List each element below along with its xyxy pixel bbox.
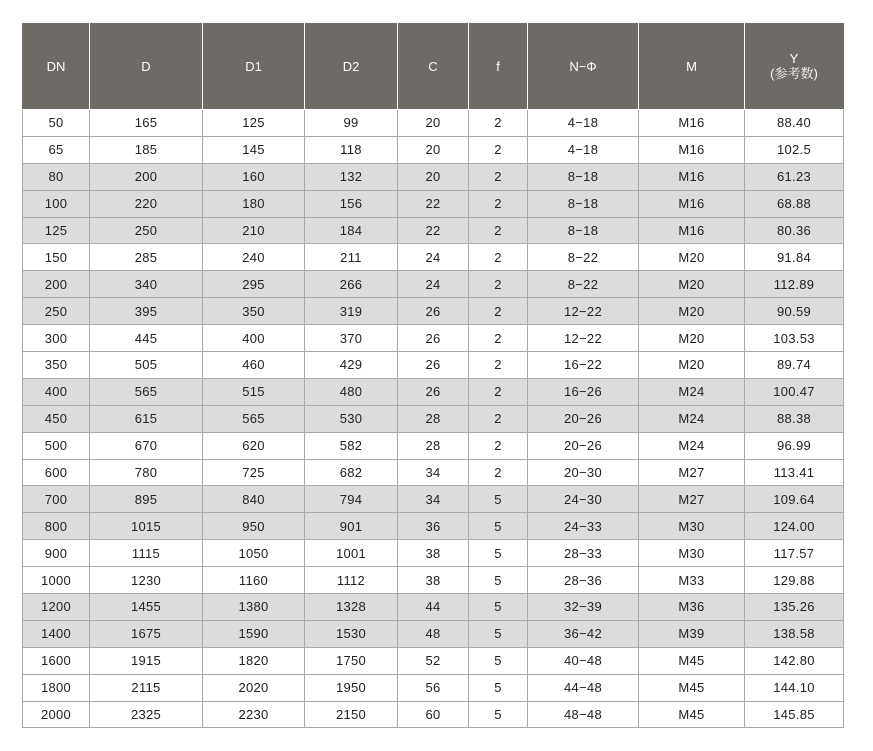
- header-d1: D1: [203, 23, 305, 110]
- table-row: [23, 513, 844, 540]
- cell-f: 2: [469, 432, 528, 459]
- cell-y: 96.99: [745, 432, 844, 459]
- cell-f: 2: [469, 217, 528, 244]
- table-row: [23, 432, 844, 459]
- cell-f: 5: [469, 567, 528, 594]
- cell-m: M20: [639, 298, 745, 325]
- cell-d: 185: [90, 136, 203, 163]
- cell-d2: 1530: [305, 620, 398, 647]
- cell-f: 5: [469, 674, 528, 701]
- cell-m: M27: [639, 459, 745, 486]
- cell-y: 109.64: [745, 486, 844, 513]
- cell-dn: 300: [23, 325, 90, 352]
- cell-c: 20: [398, 136, 469, 163]
- cell-d2: 429: [305, 352, 398, 379]
- cell-d1: 295: [203, 271, 305, 298]
- cell-y: 80.36: [745, 217, 844, 244]
- cell-d2: 901: [305, 513, 398, 540]
- cell-d: 1915: [90, 647, 203, 674]
- cell-m: M16: [639, 163, 745, 190]
- cell-n-phi: 12−22: [528, 325, 639, 352]
- cell-c: 24: [398, 271, 469, 298]
- cell-dn: 150: [23, 244, 90, 271]
- cell-dn: 1800: [23, 674, 90, 701]
- cell-dn: 65: [23, 136, 90, 163]
- cell-d: 670: [90, 432, 203, 459]
- cell-c: 36: [398, 513, 469, 540]
- cell-d1: 400: [203, 325, 305, 352]
- cell-d1: 160: [203, 163, 305, 190]
- cell-d1: 515: [203, 378, 305, 405]
- cell-d: 505: [90, 352, 203, 379]
- header-n-phi: N−Φ: [528, 23, 639, 110]
- cell-d2: 118: [305, 136, 398, 163]
- cell-m: M20: [639, 244, 745, 271]
- cell-c: 22: [398, 217, 469, 244]
- cell-d2: 184: [305, 217, 398, 244]
- cell-c: 34: [398, 459, 469, 486]
- header-m: M: [639, 23, 745, 110]
- cell-d2: 2150: [305, 701, 398, 728]
- cell-m: M27: [639, 486, 745, 513]
- cell-dn: 125: [23, 217, 90, 244]
- cell-n-phi: 28−36: [528, 567, 639, 594]
- cell-c: 22: [398, 190, 469, 217]
- cell-n-phi: 4−18: [528, 110, 639, 137]
- cell-y: 144.10: [745, 674, 844, 701]
- cell-y: 124.00: [745, 513, 844, 540]
- cell-c: 28: [398, 405, 469, 432]
- cell-y: 112.89: [745, 271, 844, 298]
- cell-f: 2: [469, 190, 528, 217]
- cell-dn: 1600: [23, 647, 90, 674]
- cell-d1: 1380: [203, 594, 305, 621]
- cell-m: M16: [639, 190, 745, 217]
- table-row: [23, 674, 844, 701]
- cell-y: 88.40: [745, 110, 844, 137]
- cell-d1: 2230: [203, 701, 305, 728]
- cell-d2: 319: [305, 298, 398, 325]
- cell-n-phi: 20−30: [528, 459, 639, 486]
- cell-d1: 1160: [203, 567, 305, 594]
- header-f: f: [469, 23, 528, 110]
- cell-d1: 1590: [203, 620, 305, 647]
- cell-dn: 600: [23, 459, 90, 486]
- cell-c: 26: [398, 298, 469, 325]
- cell-y: 61.23: [745, 163, 844, 190]
- cell-d1: 725: [203, 459, 305, 486]
- cell-d1: 240: [203, 244, 305, 271]
- cell-d2: 480: [305, 378, 398, 405]
- cell-d: 395: [90, 298, 203, 325]
- flange-dimension-table: [22, 23, 844, 728]
- cell-f: 5: [469, 620, 528, 647]
- table-row: [23, 352, 844, 379]
- cell-f: 5: [469, 594, 528, 621]
- cell-d1: 350: [203, 298, 305, 325]
- table-row: [23, 325, 844, 352]
- cell-c: 20: [398, 110, 469, 137]
- cell-c: 34: [398, 486, 469, 513]
- cell-d: 2115: [90, 674, 203, 701]
- cell-dn: 50: [23, 110, 90, 137]
- cell-d1: 125: [203, 110, 305, 137]
- cell-m: M16: [639, 110, 745, 137]
- cell-n-phi: 8−18: [528, 217, 639, 244]
- table-row: [23, 405, 844, 432]
- cell-d1: 565: [203, 405, 305, 432]
- cell-dn: 1400: [23, 620, 90, 647]
- cell-d: 340: [90, 271, 203, 298]
- cell-dn: 500: [23, 432, 90, 459]
- header-row: [23, 23, 844, 110]
- cell-n-phi: 20−26: [528, 432, 639, 459]
- cell-f: 5: [469, 647, 528, 674]
- cell-f: 2: [469, 163, 528, 190]
- cell-f: 2: [469, 325, 528, 352]
- cell-d: 200: [90, 163, 203, 190]
- cell-c: 56: [398, 674, 469, 701]
- table-row: [23, 136, 844, 163]
- cell-dn: 450: [23, 405, 90, 432]
- table-row: [23, 110, 844, 137]
- cell-m: M24: [639, 378, 745, 405]
- cell-m: M33: [639, 567, 745, 594]
- cell-m: M20: [639, 271, 745, 298]
- cell-y: 113.41: [745, 459, 844, 486]
- cell-d1: 840: [203, 486, 305, 513]
- cell-y: 145.85: [745, 701, 844, 728]
- cell-f: 2: [469, 244, 528, 271]
- cell-d2: 530: [305, 405, 398, 432]
- header-c: C: [398, 23, 469, 110]
- cell-dn: 1200: [23, 594, 90, 621]
- cell-n-phi: 16−26: [528, 378, 639, 405]
- cell-n-phi: 24−33: [528, 513, 639, 540]
- cell-f: 2: [469, 136, 528, 163]
- cell-dn: 100: [23, 190, 90, 217]
- cell-c: 52: [398, 647, 469, 674]
- cell-y: 129.88: [745, 567, 844, 594]
- cell-d1: 460: [203, 352, 305, 379]
- cell-d: 615: [90, 405, 203, 432]
- cell-n-phi: 8−22: [528, 244, 639, 271]
- cell-m: M16: [639, 217, 745, 244]
- cell-n-phi: 44−48: [528, 674, 639, 701]
- table-row: [23, 271, 844, 298]
- cell-y: 68.88: [745, 190, 844, 217]
- cell-dn: 800: [23, 513, 90, 540]
- cell-c: 24: [398, 244, 469, 271]
- cell-c: 48: [398, 620, 469, 647]
- cell-n-phi: 36−42: [528, 620, 639, 647]
- cell-m: M24: [639, 405, 745, 432]
- cell-d2: 1001: [305, 540, 398, 567]
- cell-y: 91.84: [745, 244, 844, 271]
- table-row: [23, 163, 844, 190]
- cell-m: M45: [639, 701, 745, 728]
- cell-d1: 1050: [203, 540, 305, 567]
- table-row: [23, 459, 844, 486]
- cell-dn: 900: [23, 540, 90, 567]
- cell-m: M45: [639, 674, 745, 701]
- cell-dn: 700: [23, 486, 90, 513]
- header-y-note: (参考数): [770, 66, 818, 81]
- cell-c: 20: [398, 163, 469, 190]
- header-y-symbol: Y: [789, 51, 799, 66]
- cell-c: 26: [398, 378, 469, 405]
- cell-n-phi: 12−22: [528, 298, 639, 325]
- cell-f: 2: [469, 298, 528, 325]
- cell-d: 250: [90, 217, 203, 244]
- cell-n-phi: 20−26: [528, 405, 639, 432]
- cell-n-phi: 40−48: [528, 647, 639, 674]
- cell-m: M24: [639, 432, 745, 459]
- cell-dn: 2000: [23, 701, 90, 728]
- cell-d2: 156: [305, 190, 398, 217]
- cell-d1: 950: [203, 513, 305, 540]
- cell-d2: 1950: [305, 674, 398, 701]
- table-row: [23, 567, 844, 594]
- cell-d2: 370: [305, 325, 398, 352]
- cell-y: 100.47: [745, 378, 844, 405]
- cell-d2: 1112: [305, 567, 398, 594]
- cell-d: 220: [90, 190, 203, 217]
- cell-d2: 211: [305, 244, 398, 271]
- cell-d1: 210: [203, 217, 305, 244]
- cell-y: 135.26: [745, 594, 844, 621]
- cell-f: 2: [469, 352, 528, 379]
- cell-f: 2: [469, 110, 528, 137]
- cell-n-phi: 24−30: [528, 486, 639, 513]
- cell-d2: 266: [305, 271, 398, 298]
- cell-d: 565: [90, 378, 203, 405]
- table-row: [23, 647, 844, 674]
- cell-d: 165: [90, 110, 203, 137]
- cell-d1: 2020: [203, 674, 305, 701]
- cell-dn: 400: [23, 378, 90, 405]
- cell-d: 285: [90, 244, 203, 271]
- cell-d2: 1328: [305, 594, 398, 621]
- cell-n-phi: 32−39: [528, 594, 639, 621]
- cell-f: 5: [469, 513, 528, 540]
- cell-n-phi: 8−18: [528, 163, 639, 190]
- cell-m: M30: [639, 513, 745, 540]
- cell-d2: 682: [305, 459, 398, 486]
- cell-d2: 794: [305, 486, 398, 513]
- cell-f: 2: [469, 459, 528, 486]
- table-body: [23, 110, 844, 728]
- cell-d2: 582: [305, 432, 398, 459]
- cell-y: 88.38: [745, 405, 844, 432]
- cell-c: 38: [398, 567, 469, 594]
- cell-d1: 1820: [203, 647, 305, 674]
- cell-dn: 1000: [23, 567, 90, 594]
- cell-c: 60: [398, 701, 469, 728]
- cell-c: 26: [398, 325, 469, 352]
- cell-y: 117.57: [745, 540, 844, 567]
- cell-c: 26: [398, 352, 469, 379]
- cell-dn: 250: [23, 298, 90, 325]
- cell-f: 5: [469, 486, 528, 513]
- table-row: [23, 486, 844, 513]
- cell-y: 103.53: [745, 325, 844, 352]
- cell-d2: 99: [305, 110, 398, 137]
- cell-d1: 180: [203, 190, 305, 217]
- cell-dn: 200: [23, 271, 90, 298]
- cell-c: 44: [398, 594, 469, 621]
- header-d2: D2: [305, 23, 398, 110]
- table-row: [23, 378, 844, 405]
- cell-m: M20: [639, 325, 745, 352]
- cell-y: 89.74: [745, 352, 844, 379]
- cell-m: M36: [639, 594, 745, 621]
- cell-d: 445: [90, 325, 203, 352]
- header-y: [745, 23, 844, 110]
- cell-n-phi: 4−18: [528, 136, 639, 163]
- cell-m: M39: [639, 620, 745, 647]
- cell-m: M30: [639, 540, 745, 567]
- table-row: [23, 701, 844, 728]
- cell-d: 2325: [90, 701, 203, 728]
- cell-n-phi: 48−48: [528, 701, 639, 728]
- cell-dn: 350: [23, 352, 90, 379]
- table-row: [23, 298, 844, 325]
- cell-y: 138.58: [745, 620, 844, 647]
- cell-dn: 80: [23, 163, 90, 190]
- cell-n-phi: 8−18: [528, 190, 639, 217]
- cell-y: 102.5: [745, 136, 844, 163]
- cell-d: 1230: [90, 567, 203, 594]
- cell-n-phi: 16−22: [528, 352, 639, 379]
- cell-d1: 145: [203, 136, 305, 163]
- cell-m: M45: [639, 647, 745, 674]
- cell-c: 38: [398, 540, 469, 567]
- cell-d: 1115: [90, 540, 203, 567]
- cell-d: 1455: [90, 594, 203, 621]
- cell-y: 90.59: [745, 298, 844, 325]
- cell-f: 2: [469, 405, 528, 432]
- cell-n-phi: 8−22: [528, 271, 639, 298]
- cell-d: 1015: [90, 513, 203, 540]
- cell-m: M20: [639, 352, 745, 379]
- cell-d1: 620: [203, 432, 305, 459]
- cell-f: 2: [469, 271, 528, 298]
- cell-f: 5: [469, 701, 528, 728]
- cell-d: 1675: [90, 620, 203, 647]
- cell-d: 895: [90, 486, 203, 513]
- cell-d2: 132: [305, 163, 398, 190]
- cell-m: M16: [639, 136, 745, 163]
- table-row: [23, 594, 844, 621]
- table-row: [23, 244, 844, 271]
- cell-d: 780: [90, 459, 203, 486]
- table-row: [23, 620, 844, 647]
- cell-y: 142.80: [745, 647, 844, 674]
- table-row: [23, 190, 844, 217]
- cell-c: 28: [398, 432, 469, 459]
- cell-d2: 1750: [305, 647, 398, 674]
- cell-f: 5: [469, 540, 528, 567]
- cell-n-phi: 28−33: [528, 540, 639, 567]
- cell-f: 2: [469, 378, 528, 405]
- table-row: [23, 540, 844, 567]
- header-dn: DN: [23, 23, 90, 110]
- table-row: [23, 217, 844, 244]
- header-d: D: [90, 23, 203, 110]
